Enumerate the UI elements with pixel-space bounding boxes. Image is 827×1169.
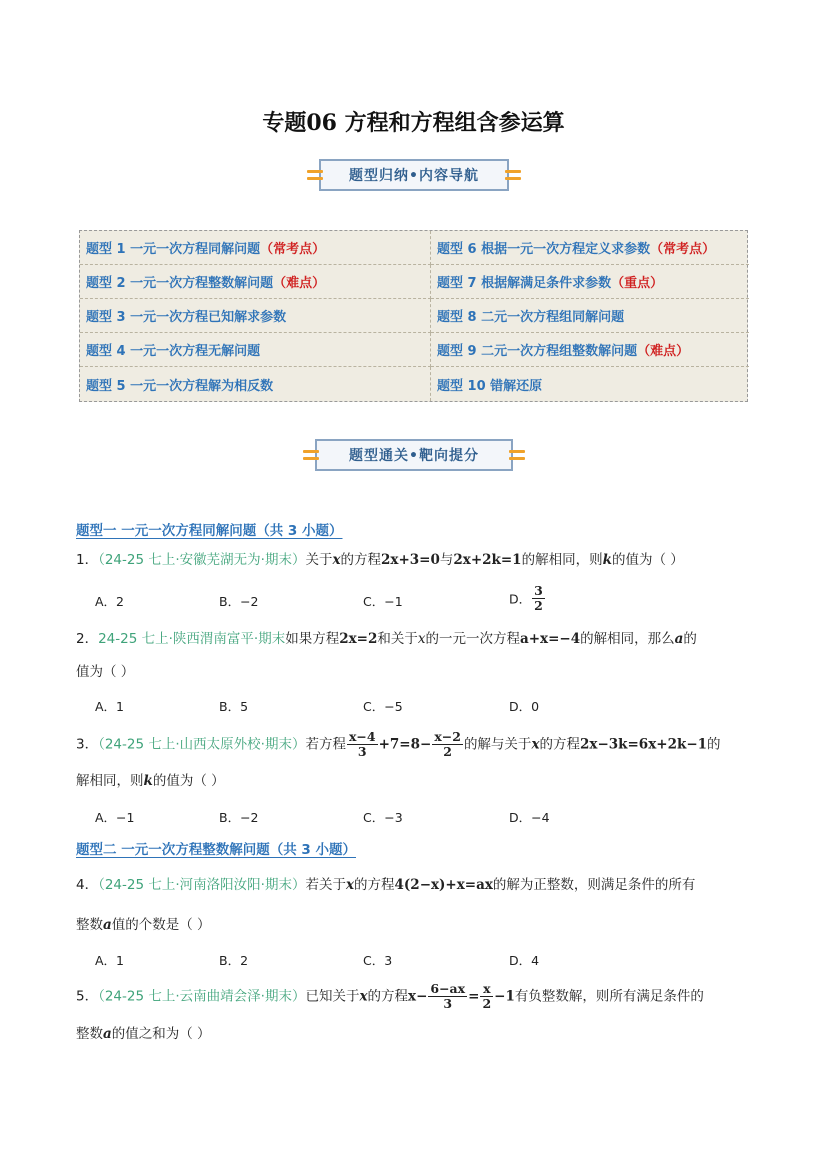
nav-item-3[interactable]: 题型 3 一元一次方程已知解求参数	[80, 299, 431, 333]
option-d[interactable]: D．−4	[509, 810, 550, 825]
banner-label: 题型通关•靶向提分	[315, 439, 513, 471]
orange-marker-icon	[303, 448, 319, 462]
orange-marker-icon	[307, 168, 323, 182]
option-c[interactable]: C．−5	[363, 699, 403, 714]
option-c[interactable]: C．3	[363, 953, 393, 968]
option-a[interactable]: A．−1	[95, 810, 135, 825]
option-b[interactable]: B．5	[219, 699, 249, 714]
option-c[interactable]: C．−3	[363, 810, 403, 825]
option-a[interactable]: A．1	[95, 953, 125, 968]
question-2-continued: 值为（ ）	[76, 664, 135, 680]
question-4-continued: 整数a值的个数是（ ）	[76, 917, 211, 933]
nav-item-6[interactable]: 题型 6 根据一元一次方程定义求参数 （常考点）	[431, 231, 749, 265]
banner-content-nav	[307, 157, 521, 193]
option-b[interactable]: B．2	[219, 953, 249, 968]
nav-item-10[interactable]: 题型 10 错解还原	[437, 378, 543, 394]
question-5: 5．（24-25 七上·云南曲靖会泽·期末）已知关于x的方程x− $\frac{6-ax}{3}$ = $\frac{x}{2}$ −1有负整数解，则所有满足条件的	[76, 981, 704, 1011]
option-a[interactable]: A．2	[95, 594, 125, 609]
question-2: 2．24-25 七上·陕西渭南富平·期末如果方程2x=2和关于x的一元一次方程a+x=−4的解相同，那么a的	[76, 631, 697, 647]
orange-marker-icon	[505, 168, 521, 182]
option-d[interactable]: D．0	[509, 699, 540, 714]
question-3: 3．（24-25 七上·山西太原外校·期末）若方程 $\frac{x-4}{3}$ +7=8− $\frac{x-2}{2}$ 的解与关于x的方程2x−3k=6x+2k−1的	[76, 729, 721, 759]
nav-item-2[interactable]: 题型 2 一元一次方程整数解问题 （难点）	[80, 265, 431, 299]
section-heading: 题型一 一元一次方程同解问题（共 3 小题）	[76, 523, 343, 539]
page-title: 专题06 方程和方程组含参运算	[262, 110, 565, 136]
nav-item-7[interactable]: 题型 7 根据解满足条件求参数 （重点）	[431, 265, 749, 299]
nav-item-5[interactable]: 题型 5 一元一次方程解为相反数	[80, 367, 431, 401]
question-3-continued: 解相同，则k的值为（ ）	[76, 773, 225, 789]
orange-marker-icon	[509, 448, 525, 462]
option-b[interactable]: B．−2	[219, 810, 259, 825]
nav-item-9[interactable]: 题型 9 二元一次方程组整数解问题 （难点）	[431, 333, 749, 367]
option-c[interactable]: C．−1	[363, 594, 403, 609]
section-heading: 题型二 一元一次方程整数解问题（共 3 小题）	[76, 842, 356, 858]
nav-item-1[interactable]: 题型 1 一元一次方程同解问题 （常考点）	[80, 231, 431, 265]
question-4: 4．（24-25 七上·河南洛阳汝阳·期末）若关于x的方程4(2−x)+x=ax的解为正整数，则满足条件的所有	[76, 877, 696, 893]
nav-item-8[interactable]: 题型 8 二元一次方程组同解问题	[431, 299, 749, 333]
option-a[interactable]: A．1	[95, 699, 125, 714]
option-d[interactable]: D．4	[509, 953, 540, 968]
banner-label: 题型归纳•内容导航	[319, 159, 509, 191]
option-d[interactable]: D． $\frac{3}{2}$	[509, 583, 543, 613]
option-b[interactable]: B．−2	[219, 594, 259, 609]
nav-item-4[interactable]: 题型 4 一元一次方程无解问题	[80, 333, 431, 367]
question-5-continued: 整数a的值之和为（ ）	[76, 1026, 211, 1042]
banner-practice	[303, 437, 525, 473]
topic-navigation-table	[79, 230, 748, 402]
question-1: 1．（24-25 七上·安徽芜湖无为·期末）关于x的方程2x+3=0与2x+2k=1的解相同，则k的值为（ ）	[76, 552, 684, 568]
